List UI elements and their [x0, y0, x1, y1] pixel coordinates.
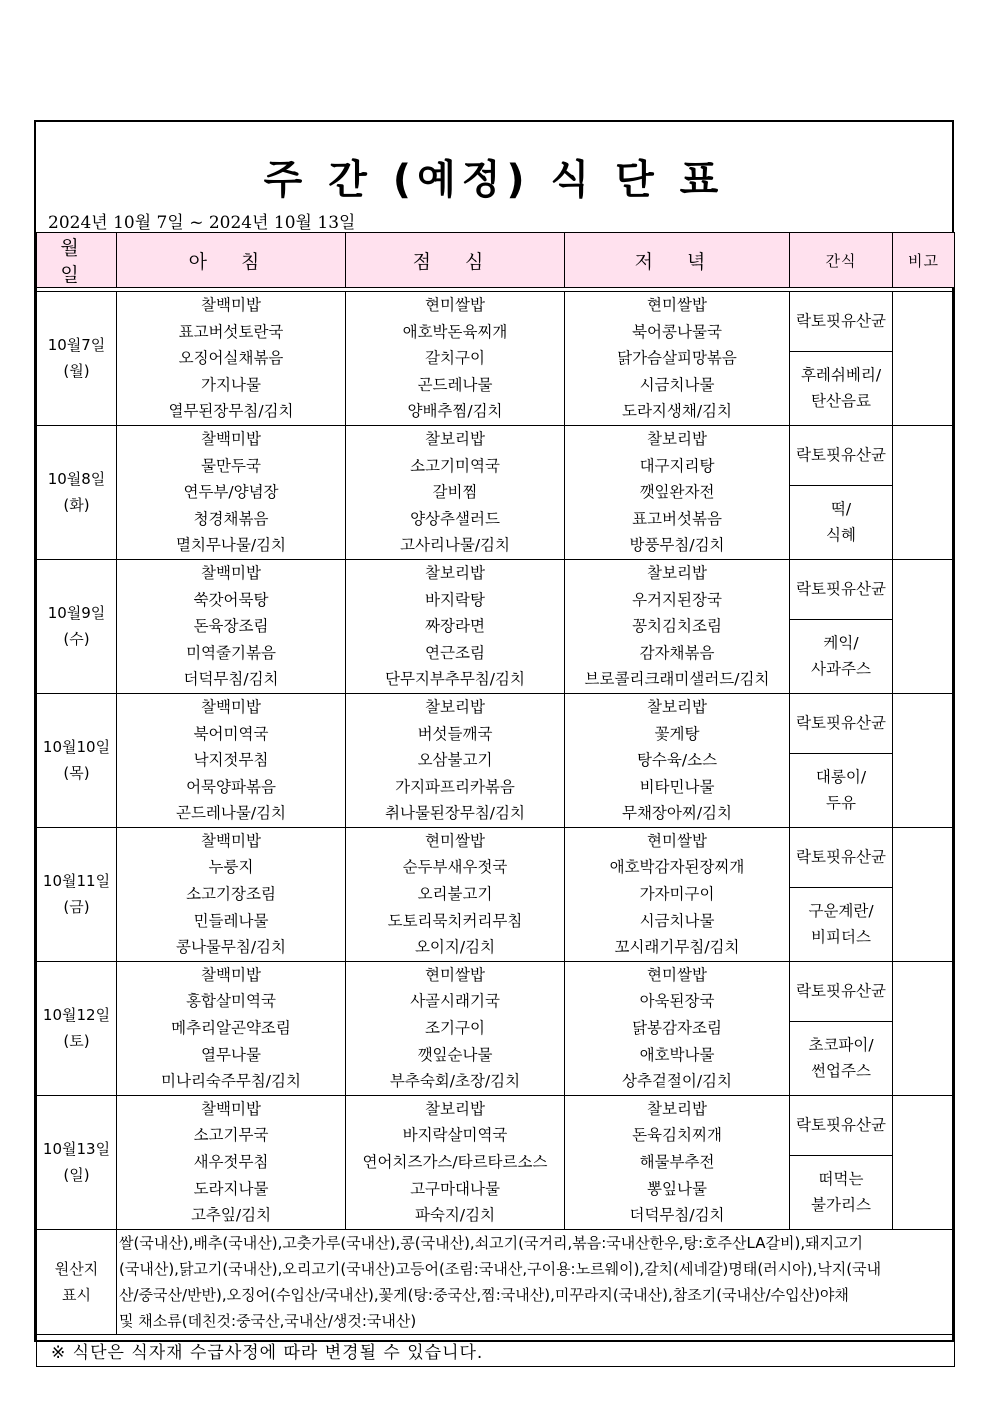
lunch-item: 양배추찜/김치 — [407, 402, 503, 421]
lunch-item: 오이지/김치 — [414, 938, 496, 957]
origin-line: 산/중국산/반반),오징어(수입산/국내산),꽃게(탕:중국산,찜:국내산),미꾸라지(국내산),참조기(국내산/수입산)야채 — [119, 1285, 849, 1304]
breakfast-item: 곤드레나물/김치 — [175, 804, 287, 823]
lunch-item: 현미쌀밥 — [425, 965, 485, 984]
lunch-cell — [346, 693, 565, 827]
origin-row — [37, 1229, 955, 1334]
header-breakfast: 아 침 — [117, 233, 346, 288]
note-cell — [893, 1095, 955, 1229]
snack-cell — [790, 1155, 893, 1229]
dinner-item: 애호박나물 — [639, 1045, 715, 1064]
breakfast-item: 콩나물무침/김치 — [175, 938, 287, 957]
day-row — [37, 425, 955, 485]
lunch-item: 깻잎순나물 — [417, 1045, 493, 1064]
origin-line: (국내산),닭고기(국내산),오리고기(국내산)고등어(조림:국내산,구이용:노르웨이),갈치(세네갈)명태(러시아),낙지(국내 — [119, 1259, 882, 1278]
dinner-item: 상추겉절이/김치 — [621, 1072, 733, 1091]
dinner-cell — [565, 961, 790, 1095]
lunch-cell — [346, 425, 565, 559]
breakfast-cell — [117, 693, 346, 827]
dinner-cell — [565, 1095, 790, 1229]
snack-line: 떠먹는 — [818, 1170, 864, 1189]
snack-cell — [790, 619, 893, 693]
menu-sheet — [34, 120, 954, 1363]
dinner-item: 찰보리밥 — [647, 697, 707, 716]
breakfast-item: 더덕무침/김치 — [183, 670, 279, 689]
notice-row — [37, 1334, 955, 1366]
snack-probiotic: 락토핏유산균 — [790, 961, 893, 1021]
day-cell — [37, 292, 117, 426]
lunch-item: 가지파프리카볶음 — [395, 777, 515, 796]
lunch-item: 양상추샐러드 — [410, 509, 500, 528]
day-cell — [37, 1095, 117, 1229]
breakfast-item: 청경채볶음 — [193, 509, 269, 528]
dinner-item: 표고버섯볶음 — [632, 509, 722, 528]
breakfast-item: 멸치무나물/김치 — [175, 536, 287, 555]
dinner-item: 현미쌀밥 — [647, 831, 707, 850]
snack-line: 후레쉬베리/ — [800, 366, 882, 385]
header-lunch: 점 심 — [346, 233, 565, 288]
day-weekday: (목) — [63, 764, 90, 783]
breakfast-cell — [117, 1095, 346, 1229]
snack-probiotic: 락토핏유산균 — [790, 292, 893, 352]
lunch-item: 부추숙회/초장/김치 — [389, 1072, 521, 1091]
dinner-item: 꽁치김치조림 — [632, 617, 722, 636]
breakfast-item: 소고기무국 — [193, 1126, 269, 1145]
dinner-item: 더덕무침/김치 — [629, 1206, 725, 1225]
note-cell — [893, 292, 955, 426]
day-row — [37, 559, 955, 619]
lunch-item: 찰보리밥 — [425, 429, 485, 448]
breakfast-item: 열무된장무침/김치 — [168, 402, 294, 421]
note-cell — [893, 961, 955, 1095]
weekly-menu-table — [36, 232, 955, 1367]
day-cell — [37, 827, 117, 961]
dinner-cell — [565, 425, 790, 559]
dinner-item: 시금치나물 — [639, 911, 715, 930]
snack-line: 초코파이/ — [808, 1036, 874, 1055]
lunch-item: 소고기미역국 — [410, 456, 500, 475]
dinner-item: 도라지생채/김치 — [621, 402, 733, 421]
note-cell — [893, 693, 955, 827]
header-note: 비고 — [893, 233, 955, 288]
dinner-item: 찰보리밥 — [647, 429, 707, 448]
breakfast-cell — [117, 292, 346, 426]
note-cell — [893, 559, 955, 693]
note-cell — [893, 425, 955, 559]
origin-line: 쌀(국내산),배추(국내산),고춧가루(국내산),콩(국내산),쇠고기(국거리,볶음:국내산한우,탕:호주산LA갈비),돼지고기 — [119, 1233, 864, 1252]
dinner-item: 현미쌀밥 — [647, 296, 707, 314]
breakfast-item: 오징어실채볶음 — [178, 349, 284, 368]
day-cell — [37, 693, 117, 827]
lunch-item: 고사리나물/김치 — [399, 536, 511, 555]
dinner-item: 찰보리밥 — [647, 563, 707, 582]
dinner-item: 현미쌀밥 — [647, 965, 707, 984]
snack-line: 썬업주스 — [811, 1062, 871, 1081]
breakfast-item: 찰백미밥 — [201, 296, 261, 314]
origin-line: 및 채소류(데친것:중국산,국내산/생것:국내산) — [119, 1311, 417, 1330]
dinner-cell — [565, 292, 790, 426]
breakfast-item: 열무나물 — [201, 1045, 261, 1064]
snack-line: 떡/ — [830, 500, 852, 519]
lunch-item: 연근조림 — [425, 643, 485, 662]
lunch-item: 애호박돈육찌개 — [402, 322, 508, 341]
lunch-cell — [346, 292, 565, 426]
breakfast-item: 어묵양파볶음 — [186, 777, 276, 796]
breakfast-item: 홍합살미역국 — [186, 992, 276, 1011]
day-date: 10월12일 — [42, 1006, 111, 1025]
day-row — [37, 827, 955, 887]
day-date: 10월10일 — [42, 738, 111, 757]
lunch-item: 현미쌀밥 — [425, 296, 485, 314]
origin-text — [117, 1229, 955, 1334]
breakfast-item: 찰백미밥 — [201, 697, 261, 716]
lunch-item: 조기구이 — [425, 1019, 485, 1038]
lunch-item: 버섯들깨국 — [417, 724, 493, 743]
lunch-item: 오삼불고기 — [417, 751, 493, 770]
lunch-cell — [346, 827, 565, 961]
day-weekday: (토) — [63, 1032, 90, 1051]
page-title: 주 간 (예정) 식 단 표 — [263, 157, 725, 203]
dinner-item: 시금치나물 — [639, 375, 715, 394]
lunch-item: 고구마대나물 — [410, 1179, 500, 1198]
lunch-item: 갈비찜 — [432, 483, 478, 502]
lunch-item: 갈치구이 — [425, 349, 485, 368]
lunch-item: 찰보리밥 — [425, 697, 485, 716]
dinner-item: 찰보리밥 — [647, 1099, 707, 1118]
snack-line: 불가리스 — [811, 1196, 871, 1215]
dinner-item: 가자미구이 — [639, 885, 715, 904]
snack-cell — [790, 753, 893, 827]
snack-line: 구운계란/ — [808, 902, 874, 921]
dinner-item: 애호박감자된장찌개 — [609, 858, 745, 877]
day-weekday: (금) — [63, 898, 90, 917]
day-row — [37, 693, 955, 753]
lunch-cell — [346, 961, 565, 1095]
dinner-item: 꽃게탕 — [654, 724, 700, 743]
date-range: 2024년 10월 7일 ~ 2024년 10월 13일 — [48, 213, 356, 233]
dinner-item: 방풍무침/김치 — [629, 536, 725, 555]
lunch-item: 찰보리밥 — [425, 1099, 485, 1118]
breakfast-item: 메추리알곤약조림 — [171, 1019, 291, 1038]
note-cell — [893, 827, 955, 961]
breakfast-item: 미역줄기볶음 — [186, 643, 276, 662]
snack-line: 두유 — [826, 794, 856, 813]
dinner-item: 닭가슴살피망볶음 — [617, 349, 737, 368]
lunch-item: 사골시래기국 — [410, 992, 500, 1011]
lunch-item: 바지락탕 — [425, 590, 485, 609]
breakfast-item: 찰백미밥 — [201, 429, 261, 448]
breakfast-item: 낙지젓무침 — [193, 751, 269, 770]
day-cell — [37, 559, 117, 693]
day-row — [37, 961, 955, 1021]
header-dinner: 저 녁 — [565, 233, 790, 288]
breakfast-cell — [117, 559, 346, 693]
dinner-item: 브로콜리크래미샐러드/김치 — [584, 670, 770, 689]
dinner-item: 우거지된장국 — [632, 590, 722, 609]
lunch-cell — [346, 559, 565, 693]
breakfast-item: 돈육장조림 — [193, 617, 269, 636]
breakfast-item: 민들레나물 — [193, 911, 269, 930]
day-weekday: (수) — [63, 630, 90, 649]
lunch-item: 파숙지/김치 — [414, 1206, 496, 1225]
dinner-item: 꼬시래기무침/김치 — [614, 938, 740, 957]
dinner-cell — [565, 693, 790, 827]
snack-probiotic: 락토핏유산균 — [790, 693, 893, 753]
breakfast-item: 쑥갓어묵탕 — [193, 590, 269, 609]
day-date: 10월7일 — [47, 336, 106, 355]
breakfast-item: 도라지나물 — [193, 1179, 269, 1198]
day-row — [37, 292, 955, 352]
lunch-item: 곤드레나물 — [417, 375, 493, 394]
origin-label-line: 원산지 — [54, 1259, 99, 1278]
dinner-item: 아욱된장국 — [639, 992, 715, 1011]
snack-line: 사과주스 — [811, 660, 871, 679]
origin-label — [37, 1229, 117, 1334]
dinner-item: 해물부추전 — [639, 1153, 715, 1171]
day-row — [37, 1095, 955, 1155]
snack-probiotic: 락토핏유산균 — [790, 827, 893, 887]
snack-probiotic: 락토핏유산균 — [790, 559, 893, 619]
notice-text: ※ 식단은 식자재 수급사정에 따라 변경될 수 있습니다. — [37, 1334, 955, 1366]
breakfast-item: 누룽지 — [208, 858, 254, 877]
dinner-item: 무채장아찌/김치 — [621, 804, 733, 823]
day-date: 10월8일 — [47, 470, 106, 489]
snack-cell — [790, 485, 893, 559]
snack-cell — [790, 1021, 893, 1095]
dinner-item: 뽕잎나물 — [647, 1179, 707, 1198]
lunch-item: 단무지부추무침/김치 — [385, 670, 525, 689]
snack-cell — [790, 351, 893, 425]
breakfast-item: 찰백미밥 — [201, 1099, 261, 1118]
day-date: 10월11일 — [42, 872, 111, 891]
lunch-item: 오리불고기 — [417, 885, 493, 904]
snack-cell — [790, 887, 893, 961]
day-weekday: (월) — [63, 362, 90, 381]
breakfast-item: 찰백미밥 — [201, 965, 261, 984]
lunch-item: 순두부새우젓국 — [402, 858, 508, 877]
breakfast-item: 미나리숙주무침/김치 — [161, 1072, 301, 1091]
origin-label-line: 표시 — [62, 1285, 91, 1304]
snack-line: 비피더스 — [811, 928, 871, 947]
breakfast-item: 가지나물 — [201, 375, 261, 394]
snack-line: 탄산음료 — [811, 392, 871, 411]
snack-line: 대롱이/ — [815, 768, 867, 787]
day-date: 10월9일 — [47, 604, 106, 623]
snack-probiotic: 락토핏유산균 — [790, 1095, 893, 1155]
dinner-item: 비타민나물 — [639, 777, 715, 796]
breakfast-item: 고추잎/김치 — [190, 1206, 272, 1225]
snack-probiotic: 락토핏유산균 — [790, 425, 893, 485]
lunch-item: 바지락살미역국 — [402, 1126, 508, 1145]
breakfast-item: 물만두국 — [201, 456, 261, 475]
header-row — [37, 233, 955, 288]
day-weekday: (화) — [63, 496, 90, 515]
breakfast-item: 새우젓무침 — [193, 1153, 269, 1171]
breakfast-item: 찰백미밥 — [201, 831, 261, 850]
day-cell — [37, 961, 117, 1095]
day-date: 10월13일 — [42, 1140, 111, 1159]
header-snack: 간식 — [790, 233, 893, 288]
lunch-cell — [346, 1095, 565, 1229]
lunch-item: 찰보리밥 — [425, 563, 485, 582]
dinner-item: 북어콩나물국 — [632, 322, 722, 341]
dinner-cell — [565, 559, 790, 693]
dinner-item: 대구지리탕 — [639, 456, 715, 475]
day-cell — [37, 425, 117, 559]
breakfast-item: 북어미역국 — [193, 724, 269, 743]
breakfast-item: 표고버섯토란국 — [178, 322, 284, 341]
lunch-item: 연어치즈가스/타르타르소스 — [362, 1153, 548, 1171]
breakfast-cell — [117, 827, 346, 961]
dinner-item: 닭봉감자조림 — [632, 1019, 722, 1038]
dinner-item: 돈육김치찌개 — [632, 1126, 722, 1145]
day-weekday: (일) — [63, 1166, 90, 1185]
dinner-cell — [565, 827, 790, 961]
snack-line: 케익/ — [823, 634, 859, 653]
lunch-item: 짜장라면 — [425, 617, 485, 636]
breakfast-item: 연두부/양념장 — [183, 483, 279, 502]
breakfast-item: 소고기장조림 — [186, 885, 276, 904]
lunch-item: 현미쌀밥 — [425, 831, 485, 850]
dinner-item: 깻잎완자전 — [639, 483, 715, 502]
dinner-item: 탕수육/소스 — [636, 751, 718, 770]
lunch-item: 취나물된장무침/김치 — [385, 804, 525, 823]
breakfast-item: 찰백미밥 — [201, 563, 261, 582]
breakfast-cell — [117, 425, 346, 559]
breakfast-cell — [117, 961, 346, 1095]
lunch-item: 도토리묵치커리무침 — [387, 911, 523, 930]
dinner-item: 감자채볶음 — [639, 643, 715, 662]
snack-line: 식혜 — [826, 526, 856, 545]
header-day: 월 일 — [37, 233, 117, 288]
